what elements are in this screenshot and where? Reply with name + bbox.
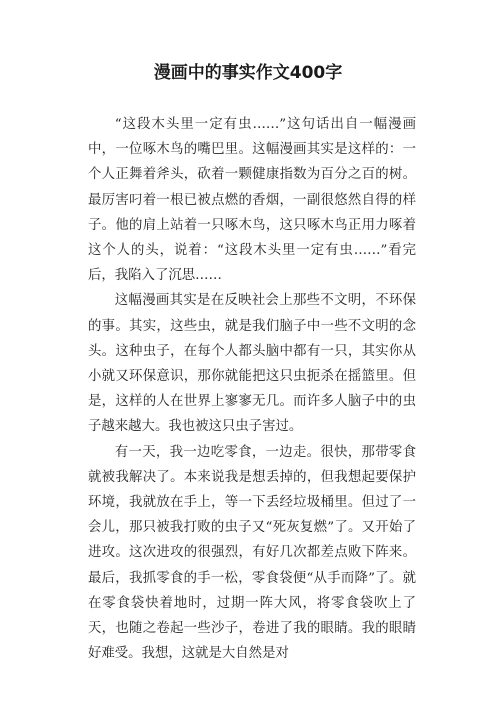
paragraph: “这段木头里一定有虫……”这句话出自一幅漫画中，一位啄木鸟的嘴巴里。这幅漫画其实是这样的：一个人正舞着斧头，砍着一颗健康指数为百分之百的树。最厉害叼着一根已被点燃的香烟，一副很悠然自得的样子。他的肩上站着一只啄木鸟，这只啄木鸟正用力啄着这个人的头，说着：“这段木头里一定有虫……”看完后，我陷入了沉思……	[88, 117, 416, 284]
document-title: 漫画中的事实作文400字	[153, 63, 343, 83]
paragraph: 这幅漫画其实是在反映社会上那些不文明，不环保的事。其实，这些虫，就是我们脑子中一些不文明的念头。这种虫子，在每个人都头脑中都有一只，其实你从小就又环保意识，那你就能把这只虫扼杀在摇篮里。但是，这样的人在世界上寥寥无几。而许多人脑子中的虫子越来越大。我也被这只虫子害过。	[88, 293, 416, 435]
paragraph: 有一天，我一边吃零食，一边走。很快，那带零食就被我解决了。本来说我是想丢掉的，但我想起要保护环境，我就放在手上，等一下丢经垃圾桶里。但过了一会儿，那只被我打败的虫子又“死灰复燃”了。又开始了进攻。这次进攻的很强烈，有好几次都差点败下阵来。最后，我抓零食的手一松，零食袋便“从手而降”了。就在零食袋快着地时，过期一阵大风，将零食袋吹上了天，也随之卷起一些沙子，卷进了我的眼睛。我的眼睛好难受。我想，这就是大自然是对	[88, 444, 416, 662]
document-body	[88, 112, 416, 666]
